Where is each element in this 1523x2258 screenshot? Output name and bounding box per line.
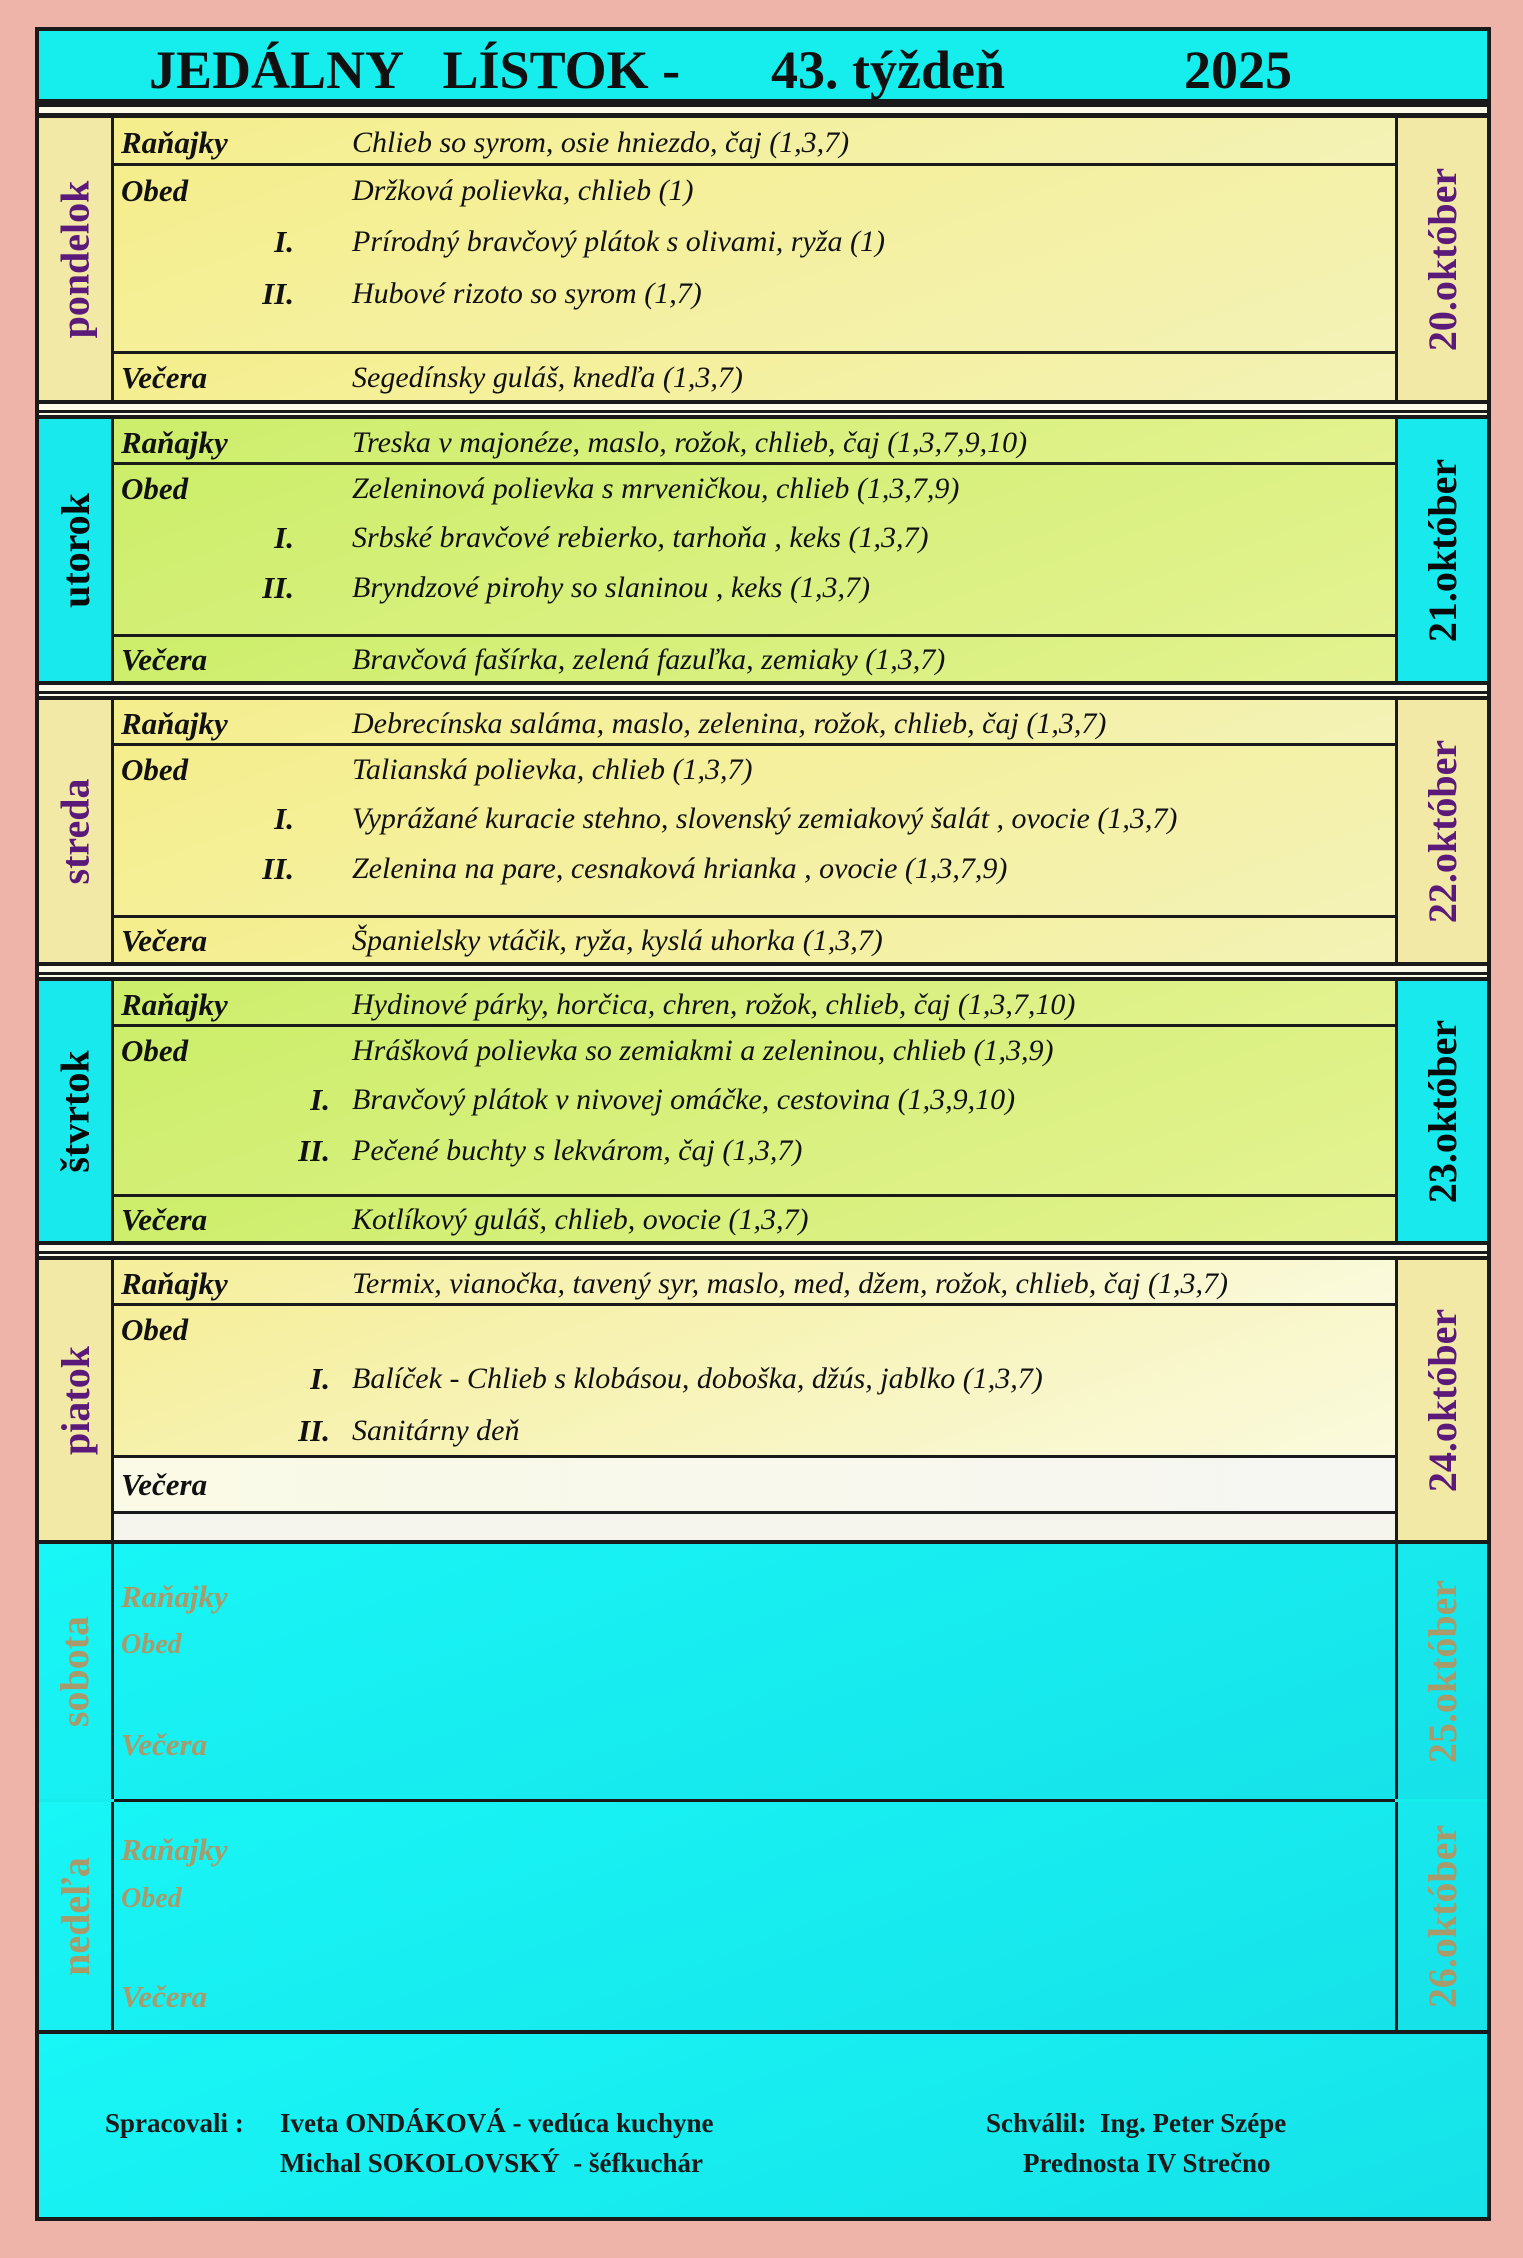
- option-1-label: I.: [310, 1082, 330, 1117]
- separator: [39, 962, 1487, 981]
- option-2-label: II.: [262, 851, 294, 886]
- lunch-row: [114, 465, 1395, 637]
- day-name-cell: [39, 118, 114, 400]
- footer: [39, 2030, 1487, 2217]
- day-sunday: [39, 1802, 1487, 2030]
- separator: [39, 103, 1487, 118]
- dinner-label: Večera: [121, 642, 208, 677]
- day-name: streda: [52, 778, 98, 884]
- date-cell: [1395, 700, 1487, 962]
- separator: [39, 400, 1487, 419]
- option-1-label: I.: [274, 520, 294, 555]
- breakfast-label: Raňajky: [121, 987, 228, 1022]
- lunch-label: Obed: [121, 1629, 182, 1660]
- dinner-label: Večera: [121, 923, 208, 958]
- day-wednesday: [39, 700, 1487, 962]
- breakfast-text: Termix, vianočka, tavený syr, maslo, med, džem, rožok, chlieb, čaj (1,3,7): [352, 1267, 1228, 1300]
- prepared-person-1: Iveta ONDÁKOVÁ - vedúca kuchyne: [280, 2108, 714, 2138]
- separator: [39, 1241, 1487, 1260]
- main-1-text: Balíček - Chlieb s klobásou, doboška, džús, jablko (1,3,7): [352, 1362, 1043, 1395]
- main-2-text: Hubové rizoto so syrom (1,7): [352, 277, 702, 310]
- dinner-row: [114, 354, 1395, 400]
- lunch-row: [114, 746, 1395, 918]
- lunch-row: [114, 1306, 1395, 1458]
- date-label: 26.október: [1420, 1824, 1466, 2008]
- prepared-person-2: Michal SOKOLOVSKÝ - šéfkuchár: [280, 2148, 704, 2178]
- date-cell: [1395, 1544, 1487, 1799]
- breakfast-label: Raňajky: [121, 1266, 228, 1301]
- date-label: 23.október: [1420, 1019, 1466, 1203]
- date-label: 21.október: [1420, 458, 1466, 642]
- breakfast-row: [114, 981, 1395, 1027]
- breakfast-label: Raňajky: [121, 425, 228, 460]
- menu-sheet: [35, 27, 1491, 2221]
- main-1-text: Bravčový plátok v nivovej omáčke, cestovina (1,3,9,10): [352, 1083, 1016, 1116]
- lunch-label: Obed: [121, 471, 189, 506]
- breakfast-text: Chlieb so syrom, osie hniezdo, čaj (1,3,7): [352, 126, 850, 159]
- day-saturday: [39, 1544, 1487, 1799]
- date-label: 24.október: [1420, 1308, 1466, 1492]
- main-1-text: Vyprážané kuracie stehno, slovenský zemiakový šalát , ovocie (1,3,7): [352, 802, 1178, 835]
- option-1-label: I.: [274, 801, 294, 836]
- soup-text: Zeleninová polievka s mrveničkou, chlieb (1,3,7,9): [352, 472, 960, 505]
- dinner-row-spacer: [114, 1514, 1395, 1540]
- dinner-text: Segedínsky guláš, knedľa (1,3,7): [352, 361, 743, 394]
- date-label: 22.október: [1420, 739, 1466, 923]
- main-1-text: Prírodný bravčový plátok s olivami, ryža (1): [352, 225, 885, 258]
- dinner-label: Večera: [121, 1467, 208, 1502]
- dinner-label: Večera: [121, 1727, 208, 1762]
- dinner-text: Kotlíkový guláš, chlieb, ovocie (1,3,7): [352, 1203, 809, 1236]
- day-name-cell: [39, 1260, 114, 1540]
- day-name-cell: [39, 700, 114, 962]
- option-1-label: I.: [274, 224, 294, 259]
- lunch-label: Obed: [121, 1033, 189, 1068]
- option-2-label: II.: [298, 1413, 330, 1448]
- dinner-text: Španielsky vtáčik, ryža, kyslá uhorka (1,3,7): [352, 924, 883, 957]
- day-name: pondelok: [52, 180, 98, 338]
- dinner-row: [114, 637, 1395, 681]
- title-bar: [39, 31, 1487, 103]
- dinner-text: Bravčová fašírka, zelená fazuľka, zemiaky (1,3,7): [352, 643, 946, 676]
- breakfast-row: [114, 1260, 1395, 1306]
- soup-text: Držková polievka, chlieb (1): [352, 174, 694, 207]
- dinner-row: [114, 918, 1395, 962]
- breakfast-label: Raňajky: [121, 1832, 228, 1867]
- main-2-text: Sanitárny deň: [352, 1414, 520, 1447]
- day-name-cell: [39, 981, 114, 1241]
- breakfast-label: Raňajky: [121, 1579, 228, 1614]
- day-name: sobota: [52, 1615, 98, 1728]
- date-cell: [1395, 1260, 1487, 1540]
- main-1-text: Srbské bravčové rebierko, tarhoňa , keks (1,3,7): [352, 521, 929, 554]
- breakfast-text: Debrecínska saláma, maslo, zelenina, rožok, chlieb, čaj (1,3,7): [352, 707, 1107, 740]
- prepared-label: Spracovali :: [105, 2108, 244, 2138]
- dinner-label: Večera: [121, 360, 208, 395]
- day-name: štvrtok: [52, 1049, 98, 1173]
- dinner-label: Večera: [121, 1979, 208, 2014]
- page-title: JEDÁLNY LÍSTOK -: [149, 40, 681, 100]
- dinner-row: [114, 1197, 1395, 1241]
- date-label: 25.október: [1420, 1579, 1466, 1764]
- option-2-label: II.: [298, 1133, 330, 1168]
- approved-by: Schválil: Ing. Peter Szépe: [986, 2108, 1287, 2138]
- option-2-label: II.: [262, 570, 294, 605]
- day-name-cell: [39, 1802, 114, 2030]
- dinner-row: [114, 1458, 1395, 1514]
- option-1-label: I.: [310, 1361, 330, 1396]
- approved-role: Prednosta IV Strečno: [1023, 2148, 1271, 2178]
- soup-text: Hrášková polievka so zemiakmi a zeleninou, chlieb (1,3,9): [352, 1034, 1054, 1067]
- lunch-row: [114, 1027, 1395, 1197]
- main-2-text: Pečené buchty s lekvárom, čaj (1,3,7): [352, 1134, 803, 1167]
- option-2-label: II.: [262, 276, 294, 311]
- main-2-text: Zelenina na pare, cesnaková hrianka , ovocie (1,3,7,9): [352, 852, 1008, 885]
- soup-text: Talianská polievka, chlieb (1,3,7): [352, 753, 753, 786]
- year: 2025: [1184, 40, 1292, 100]
- breakfast-row: [114, 419, 1395, 465]
- day-thursday: [39, 981, 1487, 1241]
- day-friday: [39, 1260, 1487, 1540]
- day-monday: [39, 118, 1487, 400]
- lunch-label: Obed: [121, 173, 189, 208]
- date-cell: [1395, 981, 1487, 1241]
- day-name-cell: [39, 419, 114, 681]
- main-2-text: Bryndzové pirohy so slaninou , keks (1,3,7): [352, 571, 870, 604]
- dinner-label: Večera: [121, 1202, 208, 1237]
- date-cell: [1395, 1802, 1487, 2030]
- lunch-row: [114, 166, 1395, 354]
- breakfast-label: Raňajky: [121, 125, 228, 160]
- date-label: 20.október: [1420, 167, 1466, 351]
- breakfast-row: [114, 118, 1395, 166]
- date-cell: [1395, 419, 1487, 681]
- breakfast-text: Treska v majonéze, maslo, rožok, chlieb, čaj (1,3,7,9,10): [352, 426, 1028, 459]
- breakfast-row: [114, 700, 1395, 746]
- breakfast-text: Hydinové párky, horčica, chren, rožok, chlieb, čaj (1,3,7,10): [352, 988, 1076, 1021]
- lunch-label: Obed: [121, 752, 189, 787]
- separator: [39, 681, 1487, 700]
- day-name: nedeľa: [52, 1856, 98, 1976]
- date-cell: [1395, 118, 1487, 400]
- day-name-cell: [39, 1544, 114, 1799]
- week-number: 43. týždeň: [771, 40, 1005, 100]
- breakfast-label: Raňajky: [121, 706, 228, 741]
- lunch-label: Obed: [121, 1312, 189, 1347]
- lunch-label: Obed: [121, 1883, 182, 1914]
- day-name: utorok: [52, 492, 98, 608]
- day-tuesday: [39, 419, 1487, 681]
- day-name: piatok: [52, 1345, 98, 1455]
